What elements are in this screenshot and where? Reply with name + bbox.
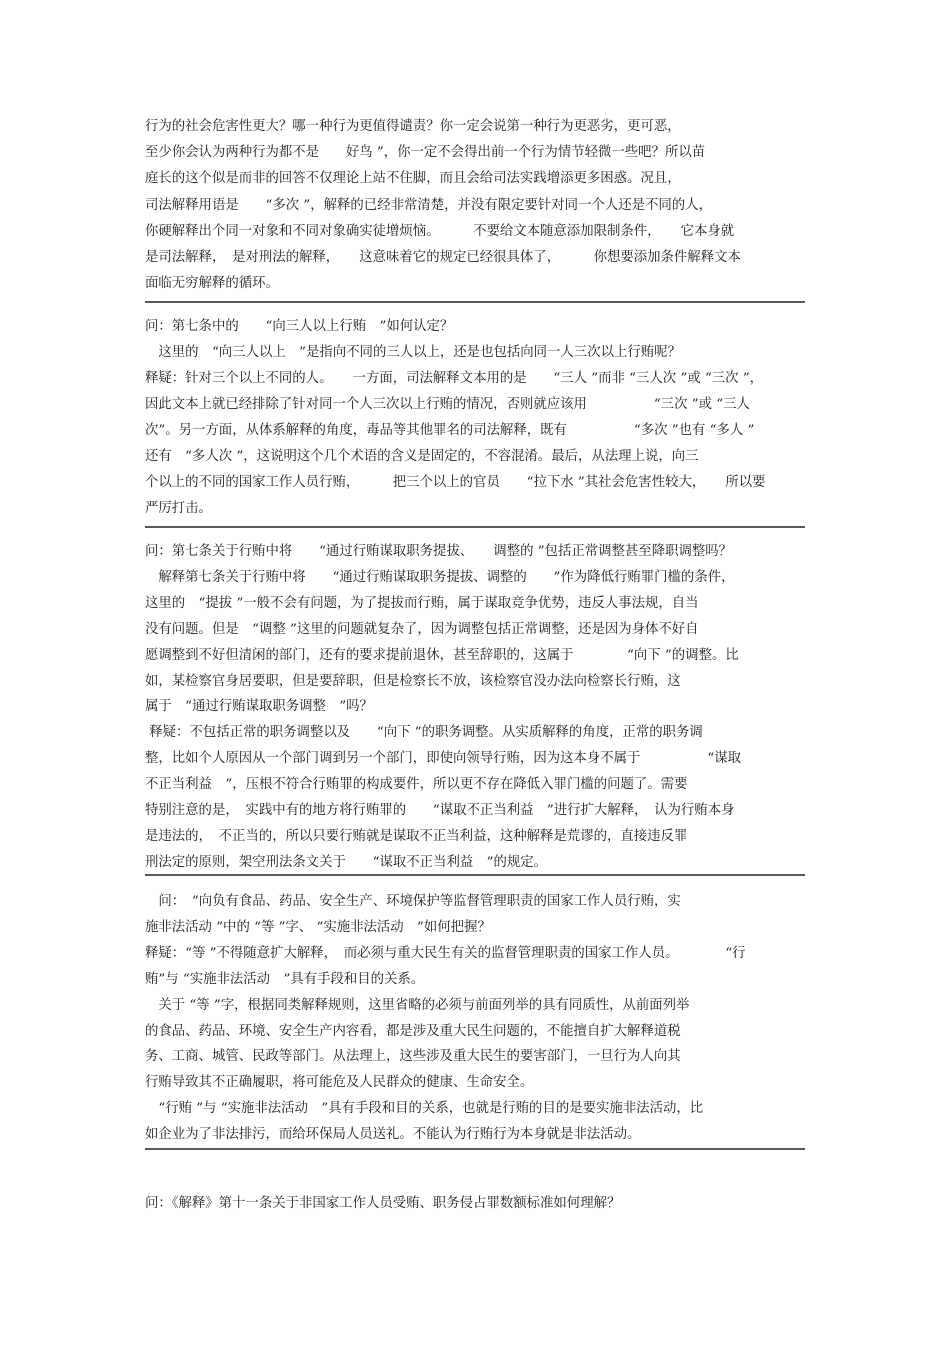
text-line: 问： “向负有食品、药品、安全生产、环境保护等监督管理职责的国家工作人员行贿，实 bbox=[145, 894, 681, 909]
text-line: 释疑：不包括正常的职务调整以及 “向下 ”的职务调整。从实质解释的角度，正常的职务调 bbox=[145, 725, 703, 741]
text-line: 整，比如个人原因从一个部门调到另一个部门，即使向领导行贿，因为这本身不属于 “谋取 bbox=[145, 751, 742, 767]
text-line: 是司法解释， 是对刑法的解释， 这意味着它的规定已经很具体了， 你想要添加条件解释文本 bbox=[145, 250, 741, 265]
section-divider bbox=[145, 1148, 805, 1150]
text-line: 贿”与 “实施非法活动 ”具有手段和目的关系。 bbox=[145, 971, 425, 987]
text-line: 问：第七条关于行贿中将 “通过行贿谋取职务提拔、 调整的 ”包括正常调整甚至降职调整吗？ bbox=[145, 544, 733, 559]
text-line: 施非法活动 ”中的 “等 ”字、 “实施非法活动 ”如何把握？ bbox=[145, 919, 491, 935]
text-line: 如企业为了非法排污，而给环保局人员送礼。不能认为行贿行为本身就是非法活动。 bbox=[145, 1127, 641, 1143]
text-line: 至少你会认为两种行为都不是 好鸟 ”，你一定不会得出前一个行为情节轻微一些吧？所以苗 bbox=[145, 145, 706, 161]
text-line: 个以上的不同的国家工作人员行贿， 把三个以上的官员 “拉下水 ”其社会危害性较大， 所以要 bbox=[145, 475, 766, 490]
text-line: 这里的 “向三人以上 ”是指向不同的三人以上，还是也包括向同一人三次以上行贿呢？ bbox=[145, 345, 681, 360]
text-line: 释疑：“等 ”不得随意扩大解释， 而必须与重大民生有关的监督管理职责的国家工作人员。 “行 bbox=[145, 945, 746, 961]
text-line: 没有问题。但是 “调整 ”这里的问题就复杂了，因为调整包括正常调整，还是因为身体不好自 bbox=[145, 621, 699, 637]
text-line: 解释第七条关于行贿中将 “通过行贿谋取职务提拔、调整的 ”作为降低行贿罪门槛的条件， bbox=[145, 569, 735, 585]
text-line: 严厉打击。 bbox=[145, 501, 212, 516]
text-line: 司法解释用语是 “多次 ”，解释的已经非常清楚，并没有限定要针对同一个人还是不同的人， bbox=[145, 197, 712, 213]
text-line: 问：《解释》第十一条关于非国家工作人员受贿、职务侵占罪数额标准如何理解？ bbox=[145, 1196, 621, 1211]
text-line: “行贿 ”与 “实施非法活动 ”具有手段和目的关系，也就是行贿的目的是要实施非法活动，比 bbox=[145, 1101, 704, 1117]
text-line: 次”。另一方面，从体系解释的角度，毒品等其他罪名的司法解释，既有 “多次 ”也有 “多人 ” bbox=[145, 423, 755, 438]
section-divider bbox=[145, 874, 805, 876]
text-line: 特别注意的是， 实践中有的地方将行贿罪的 “谋取不正当利益 ”进行扩大解释， 认为行贿本身 bbox=[145, 803, 735, 818]
text-line: 愿调整到不好但清闲的部门，还有的要求提前退休，甚至辞职的，这属于 “向下 ”的调整。比 bbox=[145, 647, 739, 663]
text-line: 不正当利益 ”，压根不符合行贿罪的构成要件，所以更不存在降低入罪门槛的问题了。需要 bbox=[145, 777, 688, 793]
text-line: 是违法的， 不正当的，所以只要行贿就是谋取不正当利益，这种解释是荒谬的，直接违反罪 bbox=[145, 828, 688, 844]
text-line: 还有 “多人次 ”，这说明这个几个术语的含义是固定的，不容混淆。最后，从法理上说，向三 bbox=[145, 449, 699, 464]
text-line: 如，某检察官身居要职，但是要辞职，但是检察长不放，该检察官没办法向检察长行贿，这 bbox=[145, 673, 681, 689]
text-line: 关于 “等 ”字，根据同类解释规则，这里省略的必须与前面列举的具有同质性，从前面列举 bbox=[145, 997, 690, 1013]
section-divider bbox=[145, 301, 805, 303]
text-line: 你硬解释出个同一对象和不同对象确实徒增烦恼。 不要给文本随意添加限制条件， 它本身就 bbox=[145, 223, 735, 239]
text-line: 行贿导致其不正确履职，将可能危及人民群众的健康、生命安全。 bbox=[145, 1075, 534, 1091]
text-line: 属于 “通过行贿谋取职务调整 ”吗？ bbox=[145, 699, 373, 715]
text-line: 面临无穷解释的循环。 bbox=[145, 276, 279, 292]
text-line: 问：第七条中的 “向三人以上行贿 ”如何认定？ bbox=[145, 319, 454, 334]
text-line: 的食品、药品、环境、安全生产内容看，都是涉及重大民生问题的，不能擅自扩大解释道税 bbox=[145, 1023, 681, 1039]
text-line: 刑法定的原则，架空刑法条文关于 “谋取不正当利益 ”的规定。 bbox=[145, 854, 548, 870]
text-line: 释疑：针对三个以上不同的人。 一方面，司法解释文本用的是 “三人 ”而非 “三人次 ”或 “三次 ”， bbox=[145, 371, 764, 386]
text-line: 庭长的这个似是而非的回答不仅理论上站不住脚，而且会给司法实践增添更多困惑。况且， bbox=[145, 171, 681, 187]
text-line: 务、工商、城管、民政等部门。从法理上，这些涉及重大民生的要害部门，一旦行为人向其 bbox=[145, 1049, 681, 1065]
text-line: 因此文本上就已经排除了针对同一个人三次以上行贿的情况，否则就应该用 “三次 ”或 “三人 bbox=[145, 397, 750, 412]
text-line: 行为的社会危害性更大？哪一种行为更值得谴责？你一定会说第一种行为更恶劣，更可恶， bbox=[145, 119, 681, 134]
text-line: 这里的 “提拔 ”一般不会有问题，为了提拔而行贿，属于谋取竞争优势，违反人事法规，自当 bbox=[145, 595, 699, 611]
section-divider bbox=[145, 526, 805, 528]
